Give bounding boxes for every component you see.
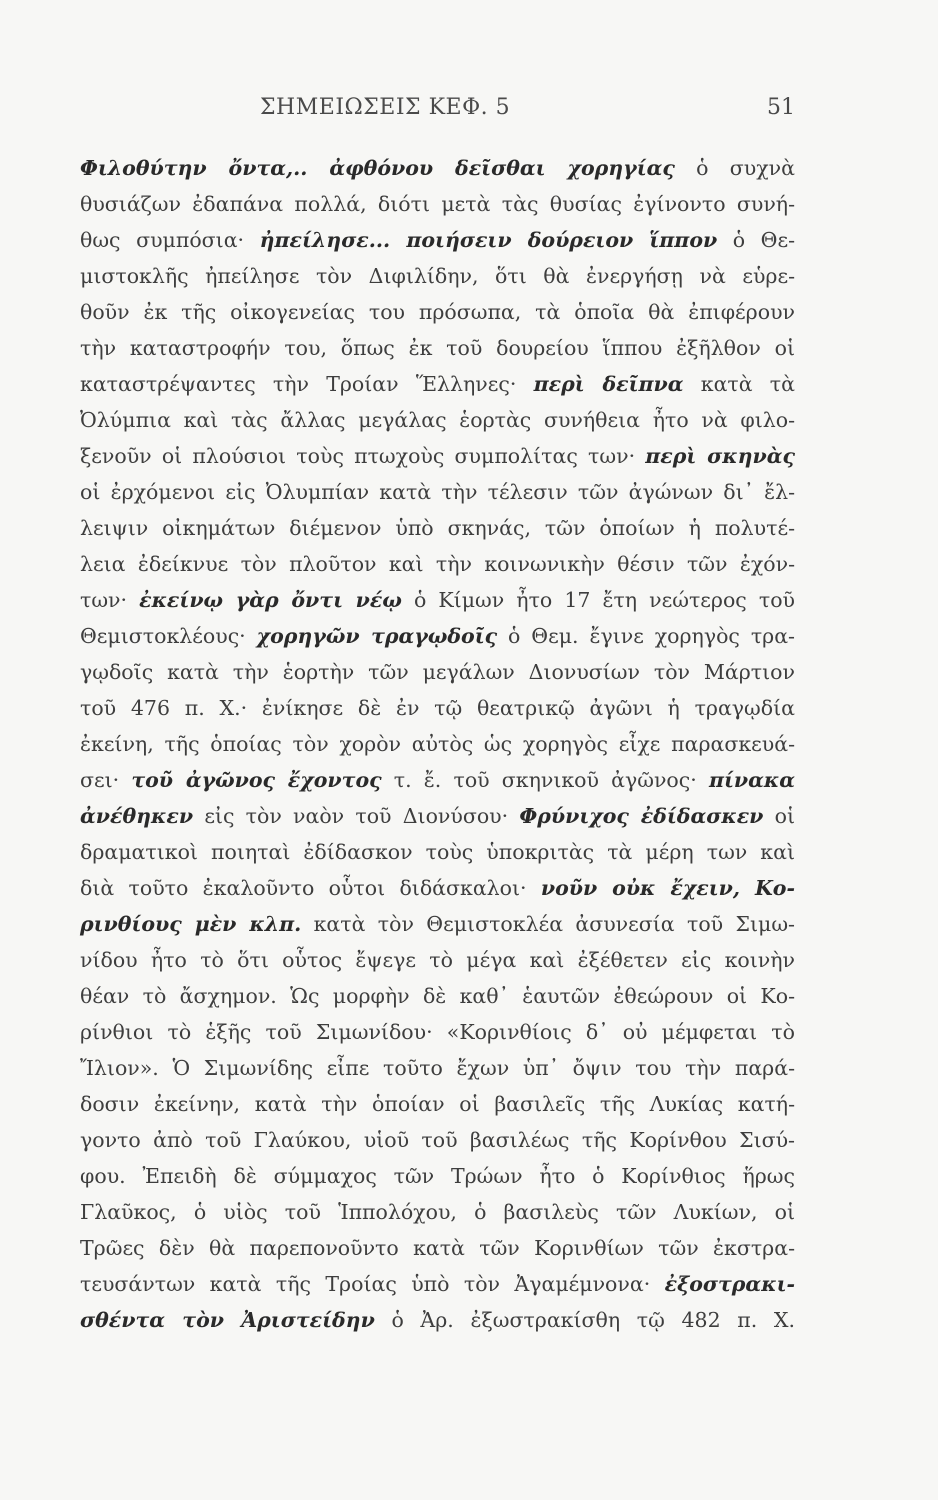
note-text: κατὰ τὰ [683,372,795,396]
text-line [80,1086,795,1122]
text-line [80,1302,795,1338]
note-text: εἰς τὸν ναὸν τοῦ Διονύσου· [193,804,520,828]
note-text: δοσιν ἐκείνην, κατὰ τὴν ὁποίαν οἱ βασιλεῖς τῆς Λυκίας κατή- [80,1092,795,1116]
text-line [80,294,795,330]
note-text: τ. ἔ. τοῦ σκηνικοῦ ἀγῶνος· [381,768,709,792]
note-text: κατὰ τὸν Θεμιστοκλέα ἀσυνεσία τοῦ Σιμω- [301,912,795,936]
lemma-text: περὶ δεῖπνα [533,372,684,396]
note-text: καταστρέψαντες τὴν Τροίαν Ἕλληνες· [80,372,534,396]
text-line [80,258,795,294]
text-line [80,546,795,582]
note-text: νίδου ἦτο τὸ ὅτι οὗτος ἔψεγε τὸ μέγα καὶ ἐξέθετεν εἰς κοινὴν [80,948,795,972]
text-line [80,978,795,1014]
note-text: ὁ Θεμ. ἔγινε χορηγὸς τρα- [497,624,795,648]
lemma-text: Φιλοθύτην ὄντα,.. ἀφθόνου δεῖσθαι χορηγίας [80,156,675,180]
text-line [80,906,795,942]
text-line [80,834,795,870]
note-text: φου. Ἐπειδὴ δὲ σύμμαχος τῶν Τρώων ἦτο ὁ Κορίνθιος ἥρως [80,1164,795,1188]
note-text: λειψιν οἰκημάτων διέμενον ὑπὸ σκηνάς, τῶν ὁποίων ἡ πολυτέ- [80,516,795,540]
text-line [80,1122,795,1158]
note-text: ὁ Κίμων ἦτο 17 ἔτη νεώτερος τοῦ [401,588,796,612]
text-line [80,690,795,726]
note-text: των· [80,588,140,612]
lemma-text: νοῦν οὐκ ἔχειν, Κο- [540,876,795,900]
lemma-text: πίνακα [708,768,796,792]
running-header [80,95,795,131]
text-line [80,222,795,258]
text-line [80,1194,795,1230]
note-text: θέαν τὸ ἄσχημον. Ὡς μορφὴν δὲ καθ᾽ ἑαυτῶν ἐθεώρουν οἱ Κο- [80,984,795,1008]
text-line [80,654,795,690]
text-line [80,1050,795,1086]
note-text: λεια ἐδείκνυε τὸν πλοῦτον καὶ τὴν κοινωνικὴν θέσιν τῶν ἐχόν- [80,552,795,576]
text-line [80,510,795,546]
page-number: 51 [767,95,795,120]
note-text: γοντο ἀπὸ τοῦ Γλαύκου, υἱοῦ τοῦ βασιλέως τῆς Κορίνθου Σισύ- [80,1128,795,1152]
note-text: ὁ Θε- [717,228,796,252]
note-text: θυσιάζων ἐδαπάνα πολλά, διότι μετὰ τὰς θυσίας ἐγίνοντο συνή- [80,192,795,216]
text-line [80,150,795,186]
note-text: οἱ ἐρχόμενοι εἰς Ὀλυμπίαν κατὰ τὴν τέλεσιν τῶν ἀγώνων δι᾽ ἔλ- [80,480,795,504]
text-line [80,330,795,366]
note-text: Γλαῦκος, ὁ υἱὸς τοῦ Ἱππολόχου, ὁ βασιλεὺς τῶν Λυκίων, οἱ [80,1200,795,1224]
note-text: διὰ τοῦτο ἐκαλοῦντο οὗτοι διδάσκαλοι· [80,876,541,900]
note-text: θοῦν ἐκ τῆς οἰκογενείας του πρόσωπα, τὰ ὁποῖα θὰ ἐπιφέρουν [80,300,795,324]
lemma-text: περὶ σκηνὰς [645,444,795,468]
note-text: μιστοκλῆς ἠπείλησε τὸν Διφιλίδην, ὅτι θὰ ἐνεργήσῃ νὰ εὑρε- [80,264,795,288]
note-text: Τρῶες δὲν θὰ παρεπονοῦντο κατὰ τῶν Κορινθίων τῶν ἐκστρα- [80,1236,795,1260]
text-line [80,1266,795,1302]
text-line [80,942,795,978]
text-line [80,186,795,222]
note-text: ὁ Ἀρ. ἐξωστρακίσθη τῷ 482 π. Χ. [374,1308,795,1332]
text-line [80,1230,795,1266]
text-line [80,870,795,906]
lemma-text: σθέντα τὸν Ἀριστείδην [80,1308,375,1332]
note-text: δραματικοὶ ποιηταὶ ἐδίδασκον τοὺς ὑποκριτὰς τὰ μέρη των καὶ [80,840,795,864]
text-line [80,402,795,438]
lemma-text: ἀνέθηκεν [80,804,194,828]
lemma-text: ρινθίους μὲν κλπ. [80,912,302,936]
text-line [80,798,795,834]
header-title: ΣΗΜΕΙΩΣΕΙΣ ΚΕΦ. 5 [260,95,511,120]
note-text: ξενοῦν οἱ πλούσιοι τοὺς πτωχοὺς συμπολίτας των· [80,444,646,468]
note-text: ὁ συχνὰ [674,156,795,180]
text-line [80,474,795,510]
note-text: Ἴλιον». Ὁ Σιμωνίδης εἶπε τοῦτο ἔχων ὑπ᾽ ὄψιν του τὴν παρά- [80,1056,795,1080]
lemma-text: χορηγῶν τραγῳδοῖς [256,624,498,648]
note-text: θως συμπόσια· [80,228,260,252]
note-text: Θεμιστοκλέους· [80,624,257,648]
note-text: Ὀλύμπια καὶ τὰς ἄλλας μεγάλας ἑορτὰς συνήθεια ἦτο νὰ φιλο- [80,408,795,432]
text-line [80,1158,795,1194]
note-text: τὴν καταστροφήν του, ὅπως ἐκ τοῦ δουρείου ἵππου ἐξῆλθον οἱ [80,336,795,360]
text-line [80,1014,795,1050]
note-text: τοῦ 476 π. Χ.· ἐνίκησε δὲ ἐν τῷ θεατρικῷ ἀγῶνι ἡ τραγῳδία [80,696,795,720]
note-text: ρίνθιοι τὸ ἑξῆς τοῦ Σιμωνίδου· «Κορινθίοις δ᾽ οὐ μέμφεται τὸ [80,1020,795,1044]
text-line [80,582,795,618]
lemma-text: τοῦ ἀγῶνος ἔχοντος [131,768,382,792]
text-line [80,618,795,654]
text-line [80,438,795,474]
note-text: γῳδοῖς κατὰ τὴν ἑορτὴν τῶν μεγάλων Διονυσίων τὸν Μάρτιον [80,660,795,684]
lemma-text: Φρύνιχος ἐδίδασκεν [519,804,764,828]
lemma-text: ἠπείλησε... ποιήσειν δούρειον ἵππον [259,228,718,252]
lemma-text: ἐξοστρακι- [664,1272,795,1296]
note-text: ἐκείνη, τῆς ὁποίας τὸν χορὸν αὐτὸς ὡς χορηγὸς εἶχε παρασκευά- [80,732,795,756]
note-text: τευσάντων κατὰ τῆς Τροίας ὑπὸ τὸν Ἀγαμέμνονα· [80,1272,665,1296]
notes-text-block [80,150,795,1338]
lemma-text: ἐκείνῳ γὰρ ὄντι νέῳ [139,588,402,612]
text-line [80,726,795,762]
text-line [80,762,795,798]
text-line [80,366,795,402]
note-text: σει· [80,768,132,792]
note-text: οἱ [763,804,795,828]
